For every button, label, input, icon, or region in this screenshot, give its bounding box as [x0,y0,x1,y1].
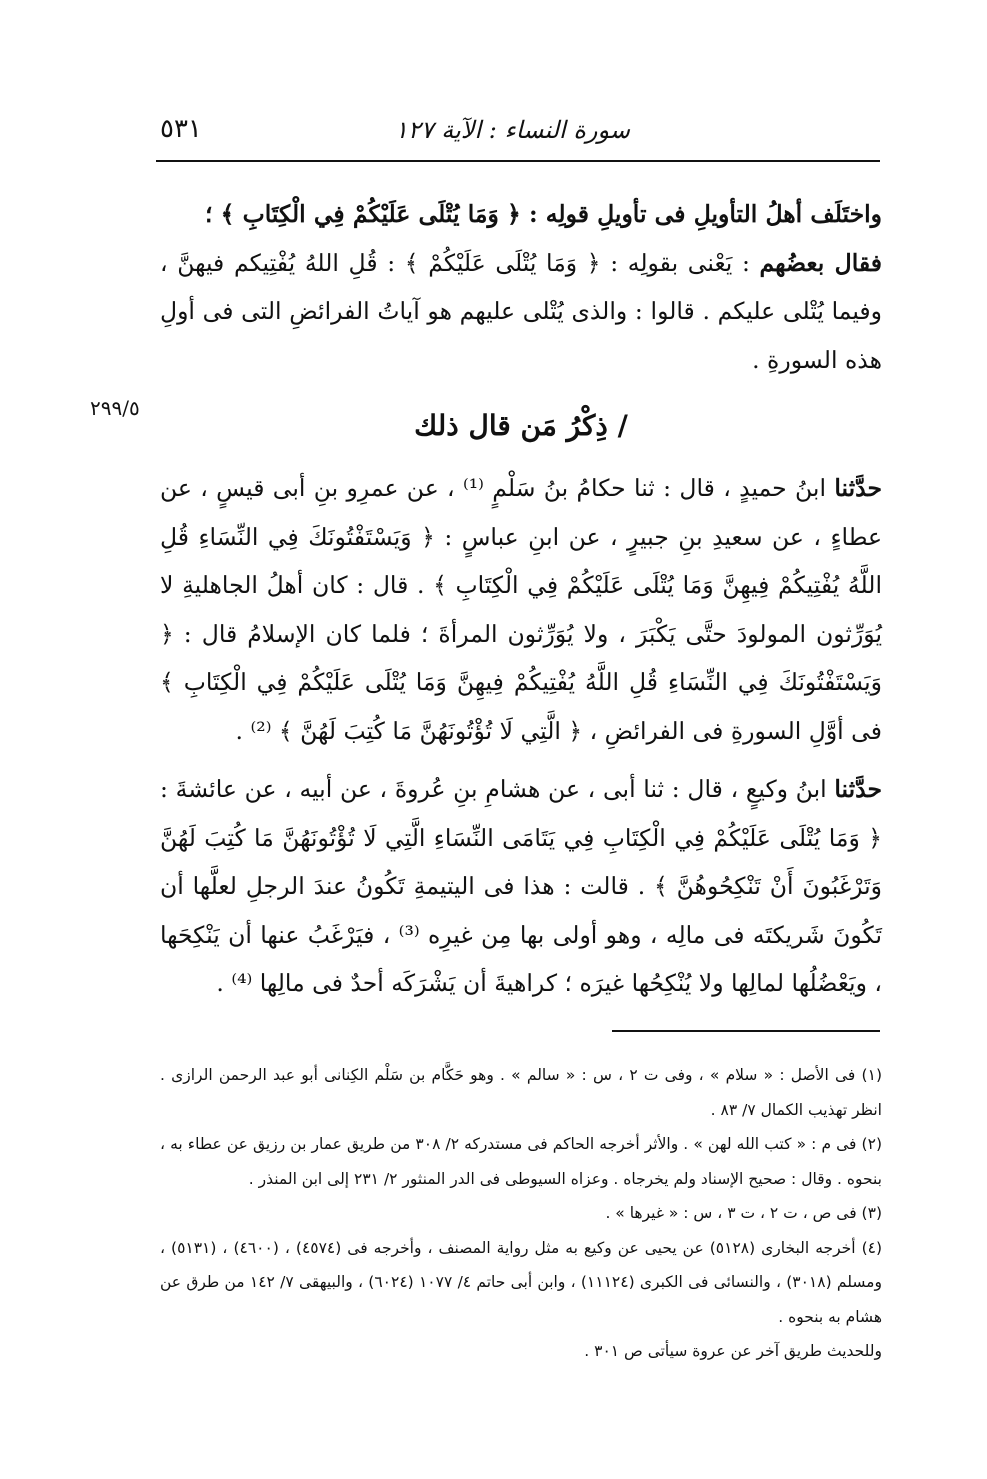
page-number: ٥٣١ [160,114,202,144]
footnote-4: (٤) أخرجه البخارى (٥١٢٨) عن يحيى عن وكيع به مثل رواية المصنف ، وأخرجه فى (٤٥٧٤) ، (٤٦٠٠) ، (٥١٣١) ، ومسلم (٣٠١٨) ، والنسائى فى الكبرى (١١١٢٤) ، وابن أبى حاتم ٤/ ١٠٧٧ (٦٠٢٤) ، والبيهقى ٧/ ١٤٢ من طرق عن هشام به بنحوه . [160,1238,883,1326]
footnote-rule [612,1030,880,1032]
margin-reference: ٢٩٩/٥ [90,396,140,420]
paragraph-2 [160,239,882,385]
paragraph-3-lead: حدَّثنا [834,474,882,502]
paragraph-4-lead: حدَّثنا [834,775,882,803]
paragraph-2-text: : يَعْنى بقولِه : ﴿ وَمَا يُتْلَى عَلَيْكُمْ ﴾ : قُلِ اللهُ يُفْتِيكم فيهنَّ ، وفيما يُتْلى عليكم . قالوا : والذى يُتْلى عليهم هو آياتُ الفرائضِ التى فى أولِ هذه السورةِ . [160,248,882,374]
paragraph-4 [160,765,882,1008]
paragraph-1 [160,190,882,239]
section-heading: / ذِكْرُ مَن قال ذلك [414,409,628,442]
paragraph-3 [160,464,882,755]
footnote-2: (٢) فى م : « كتب الله لهن » . والأثر أخرجه الحاكم فى مستدركه ٢/ ٣٠٨ من طريق عمار بن رزيق عن عطاء به ، بنحوه . وقال : صحيح الإسناد ولم يخرجاه . وعزاه السيوطى فى الدر المنثور ٢/ ٢٣١ إلى ابن المنذر . [160,1135,882,1188]
main-text [160,190,882,1008]
paragraph-4-text: ابنُ وكيعٍ ، قال : ثنا أبى ، عن هشامِ بنِ عُروةَ ، عن أبيه ، عن عائشةَ : ﴿ وَمَا يُتْلَى عَلَيْكُمْ فِي الْكِتَابِ فِي يَتَامَى النِّسَاءِ الَّتِي لَا تُؤْتُونَهُنَّ مَا كُتِبَ لَهُنَّ وَتَرْغَبُونَ أَنْ تَنْكِحُوهُنَّ ﴾ . قالت : هذا فى اليتيمةِ تَكُونُ عندَ الرجلِ لعلَّها أن تَكُونَ شَريكتَه فى مالِه ، وهو أولى بها مِن غيرِه ⁽³⁾ ، فيَرْغَبُ عنها أن يَنْكِحَها ، ويَعْضُلُها لمالِها ولا يُنْكِحُها غيرَه ؛ كراهيةَ أن يَشْرَكَه أحدٌ فى مالِها ⁽⁴⁾ . [160,775,883,997]
header-rule [156,160,880,162]
footnotes [160,1058,882,1369]
paragraph-3-text: ابنُ حميدٍ ، قال : ثنا حكامُ بنُ سَلْمٍ ⁽¹⁾ ، عن عمرِو بنِ أبى قيسٍ ، عن عطاءٍ ، عن سعيدِ بنِ جبيرٍ ، عن ابنِ عباسٍ : ﴿ وَيَسْتَفْتُونَكَ فِي النِّسَاءِ قُلِ اللَّهُ يُفْتِيكُمْ فِيهِنَّ وَمَا يُتْلَى عَلَيْكُمْ فِي الْكِتَابِ ﴾ . قال : كان أهلُ الجاهليةِ لا يُوَرِّثون المولودَ حتَّى يَكْبَرَ ، ولا يُوَرِّثون المرأةَ ؛ فلما كان الإسلامُ قال : ﴿ وَيَسْتَفْتُونَكَ فِي النِّسَاءِ قُلِ اللَّهُ يُفْتِيكُمْ فِيهِنَّ وَمَا يُتْلَى عَلَيْكُمْ فِي الْكِتَابِ ﴾ فى أوَّلِ السورةِ فى الفرائضِ ، ﴿ الَّتِي لَا تُؤْتُونَهُنَّ مَا كُتِبَ لَهُنَّ ﴾ ⁽²⁾ . [160,474,882,745]
paragraph-2-lead: فقال بعضُهم [759,248,882,277]
paragraph-1-verse: ﴿ وَمَا يُتْلَى عَلَيْكُمْ فِي الْكِتَابِ ﴾ ؛ [205,200,521,228]
footnote-3: (٣) فى ص ، ت ٢ ، ت ٣ ، س : « غيرها » . [605,1204,882,1222]
running-title: سورة النساء : الآية ١٢٧ [394,116,630,144]
footnote-4-note: وللحديث طريق آخر عن عروة سيأتى ص ٣٠١ . [584,1342,882,1360]
page-header [160,112,880,152]
paragraph-1-lead: واختَلَف أهلُ التأويلِ فى تأويلِ قولِه : [520,200,882,228]
footnote-1: (١) فى الأصل : « سلام » ، وفى ت ٢ ، س : « سالم » . وهو حَكَّام بن سَلْم الكِنانى أبو عبد الرحمن الرازى . انظر تهذيب الكمال ٧/ ٨٣ . [160,1066,882,1119]
